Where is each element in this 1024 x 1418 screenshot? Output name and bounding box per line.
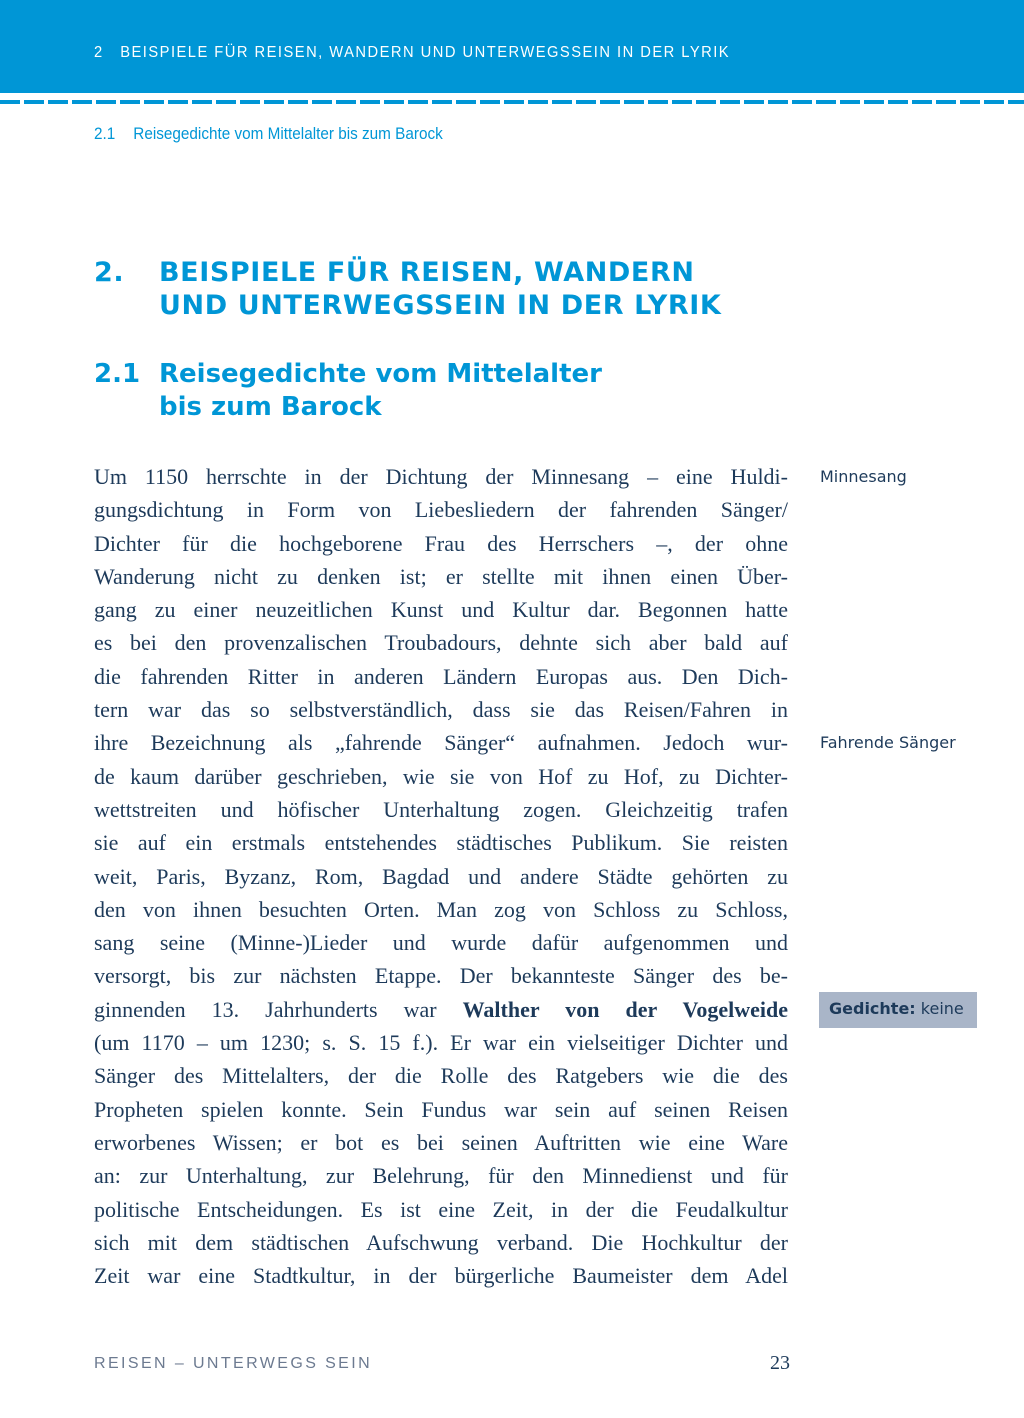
text-line: es bei den provenzalischen Troubadours, dehnte sich aber bald auf xyxy=(94,630,788,656)
text-line: sie auf ein erstmals entstehendes städtisches Publikum. Sie reisten xyxy=(94,830,788,856)
text-line: Dichter für die hochgeborene Frau des Herrschers –, der ohne xyxy=(94,530,788,556)
section-title: Reisegedichte vom Mittelalter bis zum Barock xyxy=(133,124,443,143)
text-line: sang seine (Minne-)Lieder und wurde dafür aufgenommen und xyxy=(94,930,788,956)
text-segment: ginnenden 13. Jahrhunderts war xyxy=(94,996,463,1022)
text-line: gungsdichtung in Form von Liebesliedern der fahrenden Sänger/ xyxy=(94,497,788,523)
text-line: Wanderung nicht zu denken ist; er stellte mit ihnen einen Über- xyxy=(94,563,788,589)
text-line: Zeit war eine Stadtkultur, in der bürgerliche Baumeister dem Adel xyxy=(94,1263,788,1289)
chapter-header-bar xyxy=(0,0,1024,93)
text-line: Propheten spielen konnte. Sein Fundus war sein auf seinen Reisen xyxy=(94,1096,788,1122)
author-name-bold: Walther von der Vogelweide xyxy=(462,996,788,1022)
text-line: tern war das so selbstverständlich, dass sie das Reisen/Fahren in xyxy=(94,697,788,723)
section-running-head xyxy=(94,124,443,144)
text-line xyxy=(94,993,788,1026)
footer-book-title: REISEN – UNTERWEGS SEIN xyxy=(94,1355,373,1372)
margin-note-minnesang: Minnesang xyxy=(820,467,907,486)
chapter-heading-number: 2. xyxy=(94,257,125,288)
running-head-chapter-number: 2 xyxy=(94,44,104,61)
poems-badge-label: Gedichte: xyxy=(829,999,916,1018)
poems-badge-value: keine xyxy=(920,999,964,1018)
text-line: gang zu einer neuzeitlichen Kunst und Kultur dar. Begonnen hatte xyxy=(94,597,788,623)
text-line: erworbenes Wissen; er bot es bei seinen Auftritten wie eine Ware xyxy=(94,1129,788,1155)
chapter-heading-line: UND UNTERWEGSSEIN IN DER LYRIK xyxy=(159,290,722,321)
page-number: 23 xyxy=(770,1352,790,1374)
section-heading-line: bis zum Barock xyxy=(159,392,382,422)
text-line: Um 1150 herrschte in der Dichtung der Minnesang – eine Huldi- xyxy=(94,464,788,489)
text-line: wettstreiten und höfischer Unterhaltung zogen. Gleichzeitig trafen xyxy=(94,796,788,822)
text-line: Sänger des Mittelalters, der die Rolle des Ratgebers wie die des xyxy=(94,1063,788,1089)
chapter-heading-line: BEISPIELE FÜR REISEN, WANDERN xyxy=(159,257,695,288)
margin-note-fahrende-saenger: Fahrende Sänger xyxy=(820,733,956,752)
text-line: (um 1170 – um 1230; s. S. 15 f.). Er war ein vielseitiger Dichter und xyxy=(94,1030,788,1056)
section-heading-line: Reisegedichte vom Mittelalter xyxy=(159,359,602,389)
text-line: weit, Paris, Byzanz, Rom, Bagdad und andere Städte gehörten zu xyxy=(94,863,788,889)
text-line: den von ihnen besuchten Orten. Man zog von Schloss zu Schloss, xyxy=(94,896,788,922)
text-line: sich mit dem städtischen Aufschwung verband. Die Hochkultur der xyxy=(94,1229,788,1255)
running-head xyxy=(94,44,730,62)
poems-badge xyxy=(819,992,977,1028)
dashed-divider xyxy=(0,100,1024,104)
text-line: an: zur Unterhaltung, zur Belehrung, für den Minnedienst und für xyxy=(94,1163,788,1189)
body-paragraph xyxy=(94,460,788,1292)
text-line: de kaum darüber geschrieben, wie sie von Hof zu Hof, zu Dichter- xyxy=(94,763,788,789)
text-line: die fahrenden Ritter in anderen Ländern Europas aus. Den Dich- xyxy=(94,663,788,689)
text-line: ihre Bezeichnung als „fahrende Sänger“ aufnahmen. Jedoch wur- xyxy=(94,730,788,756)
running-head-chapter-title: BEISPIELE FÜR REISEN, WANDERN UND UNTERWEGSSEIN IN DER LYRIK xyxy=(120,44,731,61)
text-line: versorgt, bis zur nächsten Etappe. Der bekannteste Sänger des be- xyxy=(94,963,788,989)
section-number: 2.1 xyxy=(94,124,116,143)
text-line: politische Entscheidungen. Es ist eine Zeit, in der die Feudalkultur xyxy=(94,1196,788,1222)
section-heading-number: 2.1 xyxy=(94,359,141,389)
